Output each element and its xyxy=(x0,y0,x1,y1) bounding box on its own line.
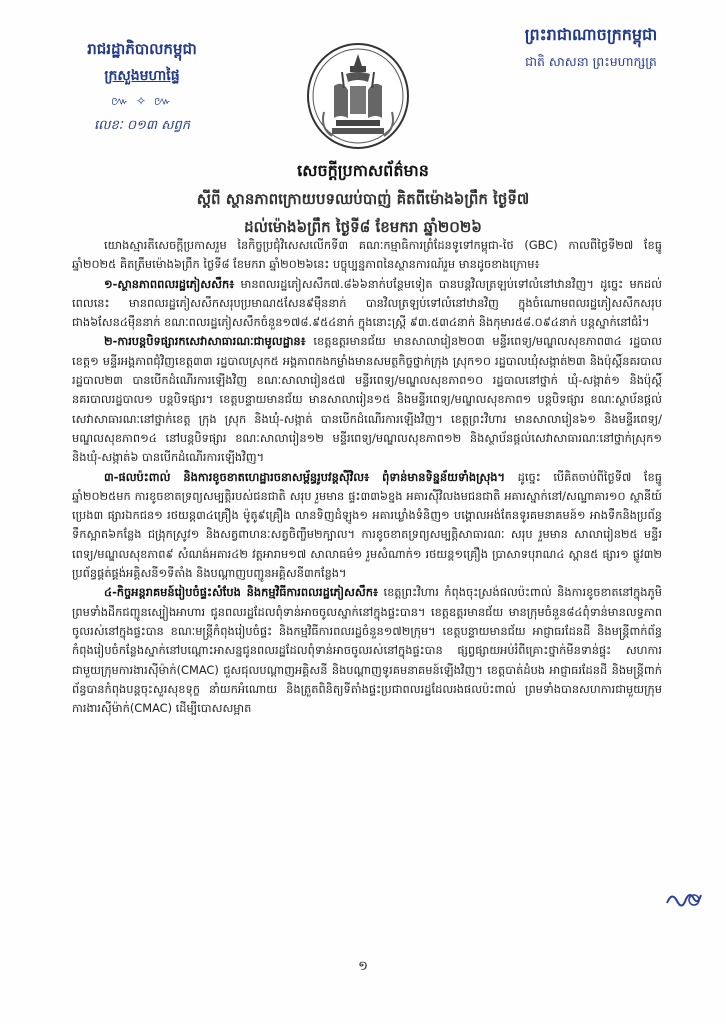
section-paragraph xyxy=(72,275,662,333)
section-body: មានពលរដ្ឋភៀសសឹក៧.៨៦៦នាក់បន្ថែមទៀត បានបន្តវិលត្រឡប់ទៅលំនៅឋានវិញ។ ដូច្នេះ មកដល់ពេលនេះ មានពលរដ្ឋភៀសសឹកសរុបប្រមាណ៥សែន៩ម៉ឺននាក់ បានវិលត្រឡប់ទៅលំនៅឋានវិញ ក្នុងចំណោមពលរដ្ឋភៀសសឹកសរុបជាង៦សែន៤ម៉ឺននាក់ ខណៈពលរដ្ឋភៀសសឹកចំនួន១៧៨.៩៥៤នាក់ ក្នុងនោះស្ត្រី ៩៣.៥៣៤នាក់ និងកុមារ៥៨.០៩៤នាក់ បន្តស្នាក់នៅជំរំ។ xyxy=(72,276,662,330)
section-heading: ១-ស្ថានភាពពលរដ្ឋភៀសសឹក៖ xyxy=(104,276,235,291)
ministry-name: ក្រសួងមហាផ្ទៃ xyxy=(104,68,180,84)
initials-signature-icon xyxy=(664,887,704,909)
section-heading: ៣-ផលប៉ះពាល់ និងការខូចខាតហេដ្ឋារចនាសម្ព័ន្ធរូបវន្តស៊ីវិល៖ ពុំទាន់មានទិន្នន័យទាំងស្រុង។ xyxy=(104,469,506,484)
page-number: ១ xyxy=(358,959,368,974)
ministry-government-label: រាជរដ្ឋាភិបាលកម្ពុជា xyxy=(87,40,197,58)
kingdom-name: ព្រះរាជាណាចក្រកម្ពុជា xyxy=(524,25,658,44)
document-title xyxy=(70,160,656,240)
section-heading: ៤-កិច្ចអន្តរាគមន៍រៀបចំផ្ទះសំបែង និងកម្មវិធីការពលរដ្ឋភៀសសឹក៖ xyxy=(104,585,378,600)
intro-paragraph: យោងស្មារតីសេចក្តីប្រកាសរួម នៃកិច្ចប្រជុំវិសេសលើកទី៣ គណៈកម្មាធិការព្រំដែនទូទៅកម្ពុជា-ថៃ (GBC) កាលពីថ្ងៃទី២៧ ខែធ្នូ ឆ្នាំ២០២៥ គិតត្រឹមម៉ោង៦ព្រឹក ថ្ងៃទី៨ ខែមករា ឆ្នាំ២០២៦នេះ បច្ចុប្បន្នភាពនៃស្ថានការណ៍រួម មានដូចខាងក្រោម៖ xyxy=(72,238,662,272)
kingdom-header xyxy=(486,24,696,73)
section-body: ខេត្តព្រះវិហារ កំពុងចុះស្រង់ផលប៉ះពាល់ និងការខូចខាតនៅក្នុងភូមិ ព្រមទាំងដឹកជញ្ជូនស្បៀងអាហារ ជូនពលរដ្ឋដែលពុំទាន់អាចចូលស្នាក់នៅក្នុងផ្ទះបាន។ ខេត្តឧត្តរមានជ័យ មានក្រុមចំនួន៨៤ពុំទាន់មានលទ្ធភាពចូលរស់នៅក្នុងផ្ទះបាន ខណៈមន្ត្រីកំពុងរៀបចំផ្ទះ និងកម្មវិធីការពលរដ្ឋចំនួន១៧២ក្រុម។ ខេត្តបន្ទាយមានជ័យ អាជ្ញាធរដែនដី និងមន្ត្រីពាក់ព័ន្ធកំពុងរៀបចំកន្លែងស្នាក់នៅបណ្តោះអាសន្នជូនពលរដ្ឋដែលពុំទាន់អាចចូលរស់នៅក្នុងផ្ទះបាន ផ្សព្វផ្សាយអប់រំពីគ្រោះថ្នាក់មីនទាន់ផ្ទុះ សហការជាមួយក្រុមការងារស៊ីម៉ាក់(CMAC) ជួសជុលបណ្តាញអគ្គិសនី និងបណ្តាញទូរគមនាគមន៍ឡើងវិញ។ ខេត្តបាត់ដំបង អាជ្ញាធរដែនដី និងមន្ត្រីពាក់ព័ន្ធបានកំពុងបន្តចុះសួរសុខទុក្ខ នាំយកអំណោយ និងត្រួតពិនិត្យទីតាំងផ្ទះប្រជាពលរដ្ឋដែលរងផលប៉ះពាល់ ព្រមទាំងបានសហការជាមួយក្រុមការងារស៊ីម៉ាក់(CMAC) ដើម្បីបោសសម្អាត xyxy=(72,585,662,716)
section-paragraph xyxy=(72,468,662,584)
title-line-1: សេចក្តីប្រកាសព័ត៌មាន xyxy=(297,161,429,180)
title-line-3: ដល់ម៉ោង៦ព្រឹក ថ្ងៃទី៨ ខែមករា ឆ្នាំ២០២៦ xyxy=(244,218,482,236)
document-body xyxy=(72,236,662,718)
section-heading: ២-ការបន្តបិទផ្សារកសេវាសាធារណៈជាមូលដ្ឋាន៖ xyxy=(104,334,306,349)
kingdom-motto: ជាតិ សាសនា ព្រះមហាក្សត្រ xyxy=(525,54,657,69)
section-body: ដូច្នេះ បើគិតចាប់ពីថ្ងៃទី៧ ខែធ្នូ ឆ្នាំ២០២៥មក ការខូចខាតទ្រព្យសម្បត្តិរបស់ជនជាតិ សរុប រួមមាន ផ្ទះ៣៣៦ខ្នង អគារស៊ីវិលងមជនជាតិ អគារស្នាក់នៅ/សណ្ឋាគារ១០ ស្ថានីយ៍ប្រេង៣ ផ្សារឯកជន១ រថយន្ត៣៤គ្រឿង ម៉ូតូ៩គ្រឿង លានទិញដំឡូង១ អគារឃ្លាំងទំនិញ១ បង្គោលអង់តែនទូរគមនាគមន៍១ អាងទឹកនិងប្រព័ន្ធទឹកស្អាត៦កន្លែង ជង្រុកស្រូវ១ និងសត្វពាហនៈសត្វចិញ្ចឹម២ក្បាល។ ការខូចខាតទ្រព្យសម្បត្តិសាធារណៈ សរុប រួមមាន សាលារៀន២៥ មន្ទីរពេទ្យ/មណ្ឌលសុខភាព៩ សំណង់អគារ៤២ វត្តអារាម១៧ សាលាធម៌១ រួមសំណាក់១ រថយន្ត១គ្រឿង ប្រាសាទបុរាណ៤ ស្ពាន៥ ផ្សារ១ ផ្លូវ៣២ ប្រព័ន្ធផ្គត់ផ្គង់អគ្គិសនី១ទីតាំង និងបណ្តាញបញ្ជូនអគ្គិសនី៣កន្លែង។ xyxy=(72,469,663,581)
document-number: លេខៈ ០១៣ សព្វក xyxy=(93,118,191,133)
section-paragraph xyxy=(72,332,662,467)
title-line-2: ស្តីពី ស្ថានភាពក្រោយបទឈប់បាញ់ គិតពីម៉ោង៦ព្រឹក ថ្ងៃទី៧ xyxy=(196,190,530,208)
ministry-header xyxy=(42,40,242,136)
section-paragraph xyxy=(72,583,662,718)
ornament-divider: ៚ ✧ ៚ xyxy=(111,94,173,108)
royal-coat-of-arms-icon xyxy=(304,42,412,150)
section-body: ខេត្តឧត្តរមានជ័យ មានសាលារៀន២០៣ មន្ទីរពេទ្យ/មណ្ឌលសុខភាព៣៤ រដ្ឋបាលខេត្ត១ មន្ទីរអង្គភាពជុំវិញខេត្ត៣៣ រដ្ឋបាលស្រុក៥ អង្គភាពកងកម្លាំងមានសមត្ថកិច្ចថ្នាក់ក្រុង ស្រុក១០ រដ្ឋបាលឃុំសង្កាត់២៣ និងប៉ុស្តិ៍នគរបាលរដ្ឋបាល២៣ បានបើកដំណើរការឡើងវិញ ខណៈសាលារៀន៥៧ មន្ទីរពេទ្យ/មណ្ឌលសុខភាព១០ រដ្ឋបាលនៅថ្នាក់ ឃុំ-សង្កាត់១ និងប៉ុស្តិ៍នគរបាលរដ្ឋបាល១ បន្តបិទផ្សារ។ ខេត្តបន្ទាយមានជ័យ មានសាលារៀន១៥ និងមន្ទីរពេទ្យ/មណ្ឌលសុខភាព១ បន្តបិទផ្សារ ខណៈស្ថាប័នផ្តល់សេវាសាធារណៈនៅថ្នាក់ខេត្ត ក្រុង ស្រុក និងឃុំ-សង្កាត់ បានបើកដំណើរការឡើងវិញ។ ខេត្តព្រះវិហារ មានសាលារៀន៦១ និងមន្ទីរពេទ្យ/មណ្ឌលសុខភាព១៤ នៅបន្តបិទផ្សារ ខណៈសាលារៀន១២ មន្ទីរពេទ្យ/មណ្ឌលសុខភាព១២ និងស្ថាប័នផ្តល់សេវាសាធារណៈនៅថ្នាក់ស្រុក១ និងឃុំ-សង្កាត់៦ បានបើកដំណើរការឡើងវិញ។ xyxy=(72,334,662,465)
